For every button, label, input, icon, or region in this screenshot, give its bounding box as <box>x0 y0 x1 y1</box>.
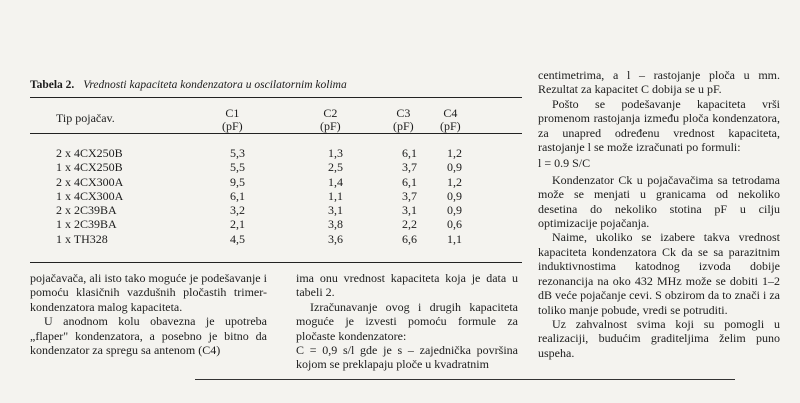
cell-c4: 0,9 <box>447 160 462 175</box>
cell-c3: 3,7 <box>402 188 417 203</box>
header-c4-unit: (pF) <box>440 119 461 133</box>
header-c2-unit: (pF) <box>320 119 341 133</box>
formula: l = 0.9 S/C <box>538 156 591 171</box>
paragraph: Naime, ukoliko se izabere takva vrednost kapaciteta kondenzatora Ck da se sa parazitnim induktivnostima katodnog izvoda dobije rezonancija na oko 432 MHz može se dobiti 1–2 dB veće pojačanje cevi. S obzirom da to znači i za toliko manje pobude, vredi se potruditi. <box>538 230 780 317</box>
cell-c1: 2,1 <box>230 217 245 232</box>
paragraph: Pošto se podešavanje kapaciteta vrši promenom rastojanja između ploča kondenzatora, za unapred određenu vrednost kapaciteta, rastojanje l se može izračunati po formuli: <box>538 96 780 155</box>
cell-c2: 3,6 <box>328 231 343 246</box>
paragraph: centimetrima, a l – rastojanje ploča u mm. Rezultat za kapacitet C dobija se u pF. <box>538 68 780 97</box>
header-c3-label: C3 <box>396 106 411 120</box>
cell-c1: 4,5 <box>230 231 245 246</box>
cell-c1: 5,3 <box>230 146 245 160</box>
cell-c2: 2,5 <box>328 160 343 175</box>
header-c2-label: C2 <box>323 106 338 120</box>
table-header-rule <box>30 133 522 134</box>
cell-c3: 6,1 <box>402 146 417 160</box>
header-c1 <box>222 107 243 133</box>
cell-c2: 1,3 <box>328 146 343 160</box>
paragraph: Uz zahvalnost svima koji su pomogli u realizaciji, budućim graditeljima želim puno uspeha. <box>538 316 780 360</box>
cell-type: 2 x 4CX300A <box>56 174 124 189</box>
text-column-1 <box>30 271 267 357</box>
paragraph: pojačavača, ali isto tako moguće je podešavanje i pomoću klasičnih vazdušnih pločastih trimer-kondenzatora malog kapaciteta. <box>30 271 267 314</box>
header-type: Tip pojačav. <box>56 111 115 125</box>
table-top-rule <box>30 97 522 98</box>
cell-type: 2 x 2C39BA <box>56 203 117 218</box>
paragraph-formula: C = 0,9 s/l gde je s – zajednička površina kojom se preklapaju ploče u kvadratnim <box>296 343 518 372</box>
cell-c4: 1,2 <box>447 146 462 160</box>
cell-type: 2 x 4CX250B <box>56 146 123 160</box>
cell-c3: 3,1 <box>402 203 417 218</box>
cell-c2: 1,4 <box>328 174 343 189</box>
table-caption-number: Tabela 2. <box>30 79 75 91</box>
cell-c2: 1,1 <box>328 188 343 203</box>
cell-type: 1 x 4CX300A <box>56 188 124 203</box>
header-c3 <box>393 107 414 133</box>
cell-type: 1 x 2C39BA <box>56 217 117 232</box>
cell-type: 1 x 4CX250B <box>56 160 123 175</box>
cell-c2: 3,8 <box>328 217 343 232</box>
header-c1-unit: (pF) <box>222 119 243 133</box>
table-bottom-rule <box>30 262 522 263</box>
table-caption <box>30 79 347 91</box>
paragraph: U anodnom kolu obavezna je upotreba „flaper" kondenzatora, a posebno je bitno da kondenzator za spregu sa antenom (C4) <box>30 314 267 358</box>
text-column-2 <box>296 271 518 372</box>
cell-c1: 5,5 <box>230 160 245 175</box>
page-bottom-rule <box>195 379 735 380</box>
cell-c3: 6,1 <box>402 174 417 189</box>
header-c4-label: C4 <box>443 106 458 120</box>
header-c2 <box>320 107 341 133</box>
header-c4 <box>440 107 461 133</box>
cell-c4: 1,1 <box>447 231 462 246</box>
cell-c4: 0,6 <box>447 217 462 232</box>
cell-c4: 0,9 <box>447 188 462 203</box>
table-caption-title: Vrednosti kapaciteta kondenzatora u oscilatornim kolima <box>83 79 347 91</box>
cell-c2: 3,1 <box>328 203 343 218</box>
paragraph: ima onu vrednost kapaciteta koja je data u tabeli 2. <box>296 271 518 300</box>
cell-type: 1 x TH328 <box>56 231 108 246</box>
paragraph: Kondenzator Ck u pojačavačima sa tetrodama može se menjati u granicama od nekoliko desetina do nekoliko stotina pF u cilju optimizacije pojačanja. <box>538 172 780 231</box>
header-c1-label: C1 <box>225 106 240 120</box>
header-c3-unit: (pF) <box>393 119 414 133</box>
cell-c3: 3,7 <box>402 160 417 175</box>
cell-c1: 9,5 <box>230 174 245 189</box>
cell-c3: 6,6 <box>402 231 417 246</box>
cell-c4: 1,2 <box>447 174 462 189</box>
cell-c4: 0,9 <box>447 203 462 218</box>
paragraph: Izračunavanje ovog i drugih kapaciteta moguće je izvesti pomoću formule za pločaste kondenzatore: <box>296 299 518 343</box>
cell-c3: 2,2 <box>402 217 417 232</box>
cell-c1: 6,1 <box>230 188 245 203</box>
cell-c1: 3,2 <box>230 203 245 218</box>
text-column-3 <box>538 68 780 360</box>
